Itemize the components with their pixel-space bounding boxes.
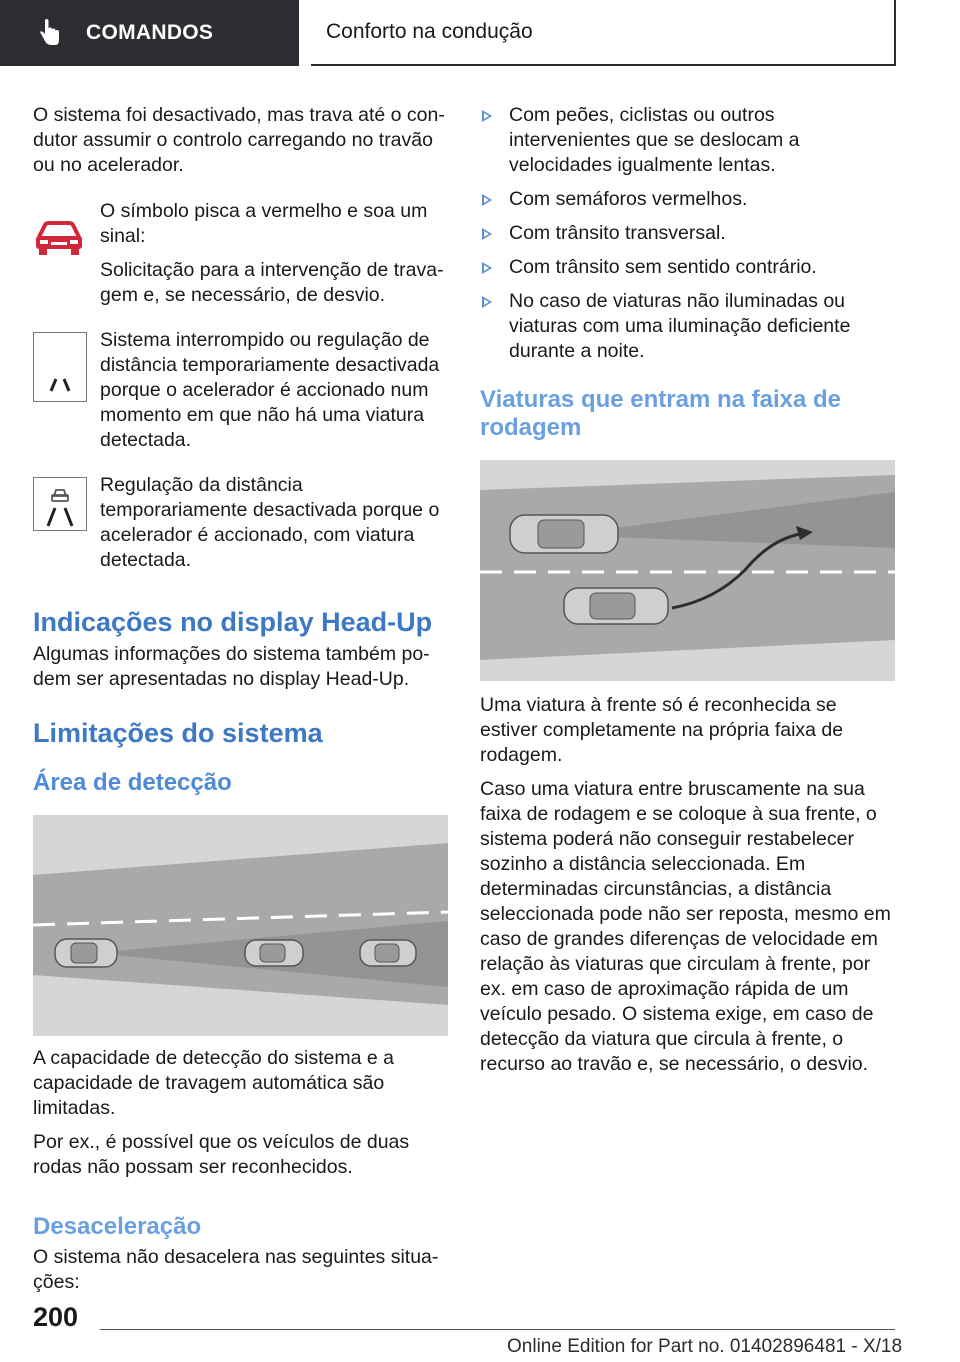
footer-divider <box>100 1329 895 1330</box>
car-far <box>360 940 416 966</box>
paragraph-deceleration: O sistema não desacelera nas seguintes situações: <box>33 1246 439 1293</box>
paragraph-detection-limited: A capacidade de detecção do sistema e a capacidade de travagem automática são limitadas. <box>33 1047 394 1119</box>
car-mid <box>245 940 303 966</box>
paragraph-vehicle-recognized: Uma viatura à frente só é reconhecida se estiver completamente na própria faixa de rodagem. <box>480 694 844 766</box>
red-car-warning-icon <box>33 211 85 263</box>
icon-row-lane-lines <box>33 328 448 453</box>
section-tab <box>0 0 299 66</box>
bullet-triangle-icon <box>482 296 492 308</box>
bullet-item <box>480 255 895 280</box>
bullet-item <box>480 103 895 178</box>
lane-lines-icon <box>33 332 87 402</box>
heading-detection-area: Área de detecção <box>33 769 232 796</box>
cut-in-illustration <box>480 460 895 681</box>
paragraph-intervention-request: Solicitação para a intervenção de travagem e, se necessário, de desvio. <box>100 259 444 306</box>
icon-row-red-car <box>33 199 448 308</box>
chapter-title: Conforto na condução <box>326 20 533 43</box>
right-column <box>480 103 895 1077</box>
paragraph-regulation-vehicle: Regulação da distância temporariamente desactivada porque o acelerador é accionado, com viatura detectada. <box>100 474 440 571</box>
car-own <box>55 939 117 967</box>
paragraph-system-deactivated: O sistema foi desactivado, mas trava até o condutor assumir o controlo carregando no travão ou no acelerador. <box>33 104 445 176</box>
bullet-text: Com peões, ciclistas ou outros intervenientes que se deslocam a velocidades igualmente lentas. <box>509 104 800 176</box>
paragraph-headup: Algumas informações do sistema também podem ser apresentadas no display Head-Up. <box>33 643 430 690</box>
car-cutting-in <box>564 588 668 624</box>
bullet-text: Com trânsito sem sentido contrário. <box>509 256 817 278</box>
detection-area-illustration <box>33 815 448 1036</box>
bullet-text: Com trânsito transversal. <box>509 222 726 244</box>
paragraph-cut-in-behaviour: Caso uma viatura entre bruscamente na sua faixa de rodagem e se coloque à sua frente, o sistema poderá não conseguir restabelecer sozinho a distância seleccionada. Em determinadas circunstâncias, a distância seleccionada pode não ser reposta, mesmo em caso de grandes diferenças de velocidade em relação às viaturas que circulam à frente, por ex. em caso de aproximação rápida de um veículo pesado. O sistema exige, em caso de detecção da viatura que circula à frente, o recurso ao travão e, se necessário, o desvio. <box>480 778 891 1075</box>
bullet-item <box>480 289 895 364</box>
heading-cut-in-vehicles: Viaturas que entram na faixa de rodagem <box>480 386 842 441</box>
heading-system-limits: Limitações do sistema <box>33 718 323 748</box>
bullet-triangle-icon <box>482 228 492 240</box>
icon-row-lane-car <box>33 473 448 573</box>
paragraph-system-interrupted: Sistema interrompido ou regulação de distância temporariamente desactivada porque o acelerador é accionado num momento em que não há uma viatura detectada. <box>100 329 440 451</box>
page-number: 200 <box>33 1302 79 1332</box>
bullet-text: No caso de viaturas não iluminadas ou viaturas com uma iluminação deficiente durante a noite. <box>509 290 851 362</box>
left-column <box>33 103 448 1295</box>
bullet-triangle-icon <box>482 262 492 274</box>
car-own <box>510 515 618 553</box>
lane-car-icon <box>33 477 87 531</box>
section-title: COMANDOS <box>86 21 214 44</box>
paragraph-two-wheelers: Por ex., é possível que os veículos de duas rodas não possam ser reconhecidos. <box>33 1131 410 1178</box>
bullet-triangle-icon <box>482 194 492 206</box>
bullet-triangle-icon <box>482 110 492 122</box>
footer-edition: Online Edition for Part no. 01402896481 - X/18 <box>507 1336 903 1357</box>
chapter-tab <box>311 0 896 66</box>
bullet-item <box>480 187 895 212</box>
bullet-text: Com semáforos vermelhos. <box>509 188 748 210</box>
paragraph-symbol-flash: O símbolo pisca a vermelho e soa um sinal: <box>100 200 428 247</box>
hand-pointer-icon <box>34 18 64 48</box>
heading-deceleration: Desaceleração <box>33 1213 202 1240</box>
bullet-item <box>480 221 895 246</box>
heading-headup-display: Indicações no display Head-Up <box>33 607 433 637</box>
